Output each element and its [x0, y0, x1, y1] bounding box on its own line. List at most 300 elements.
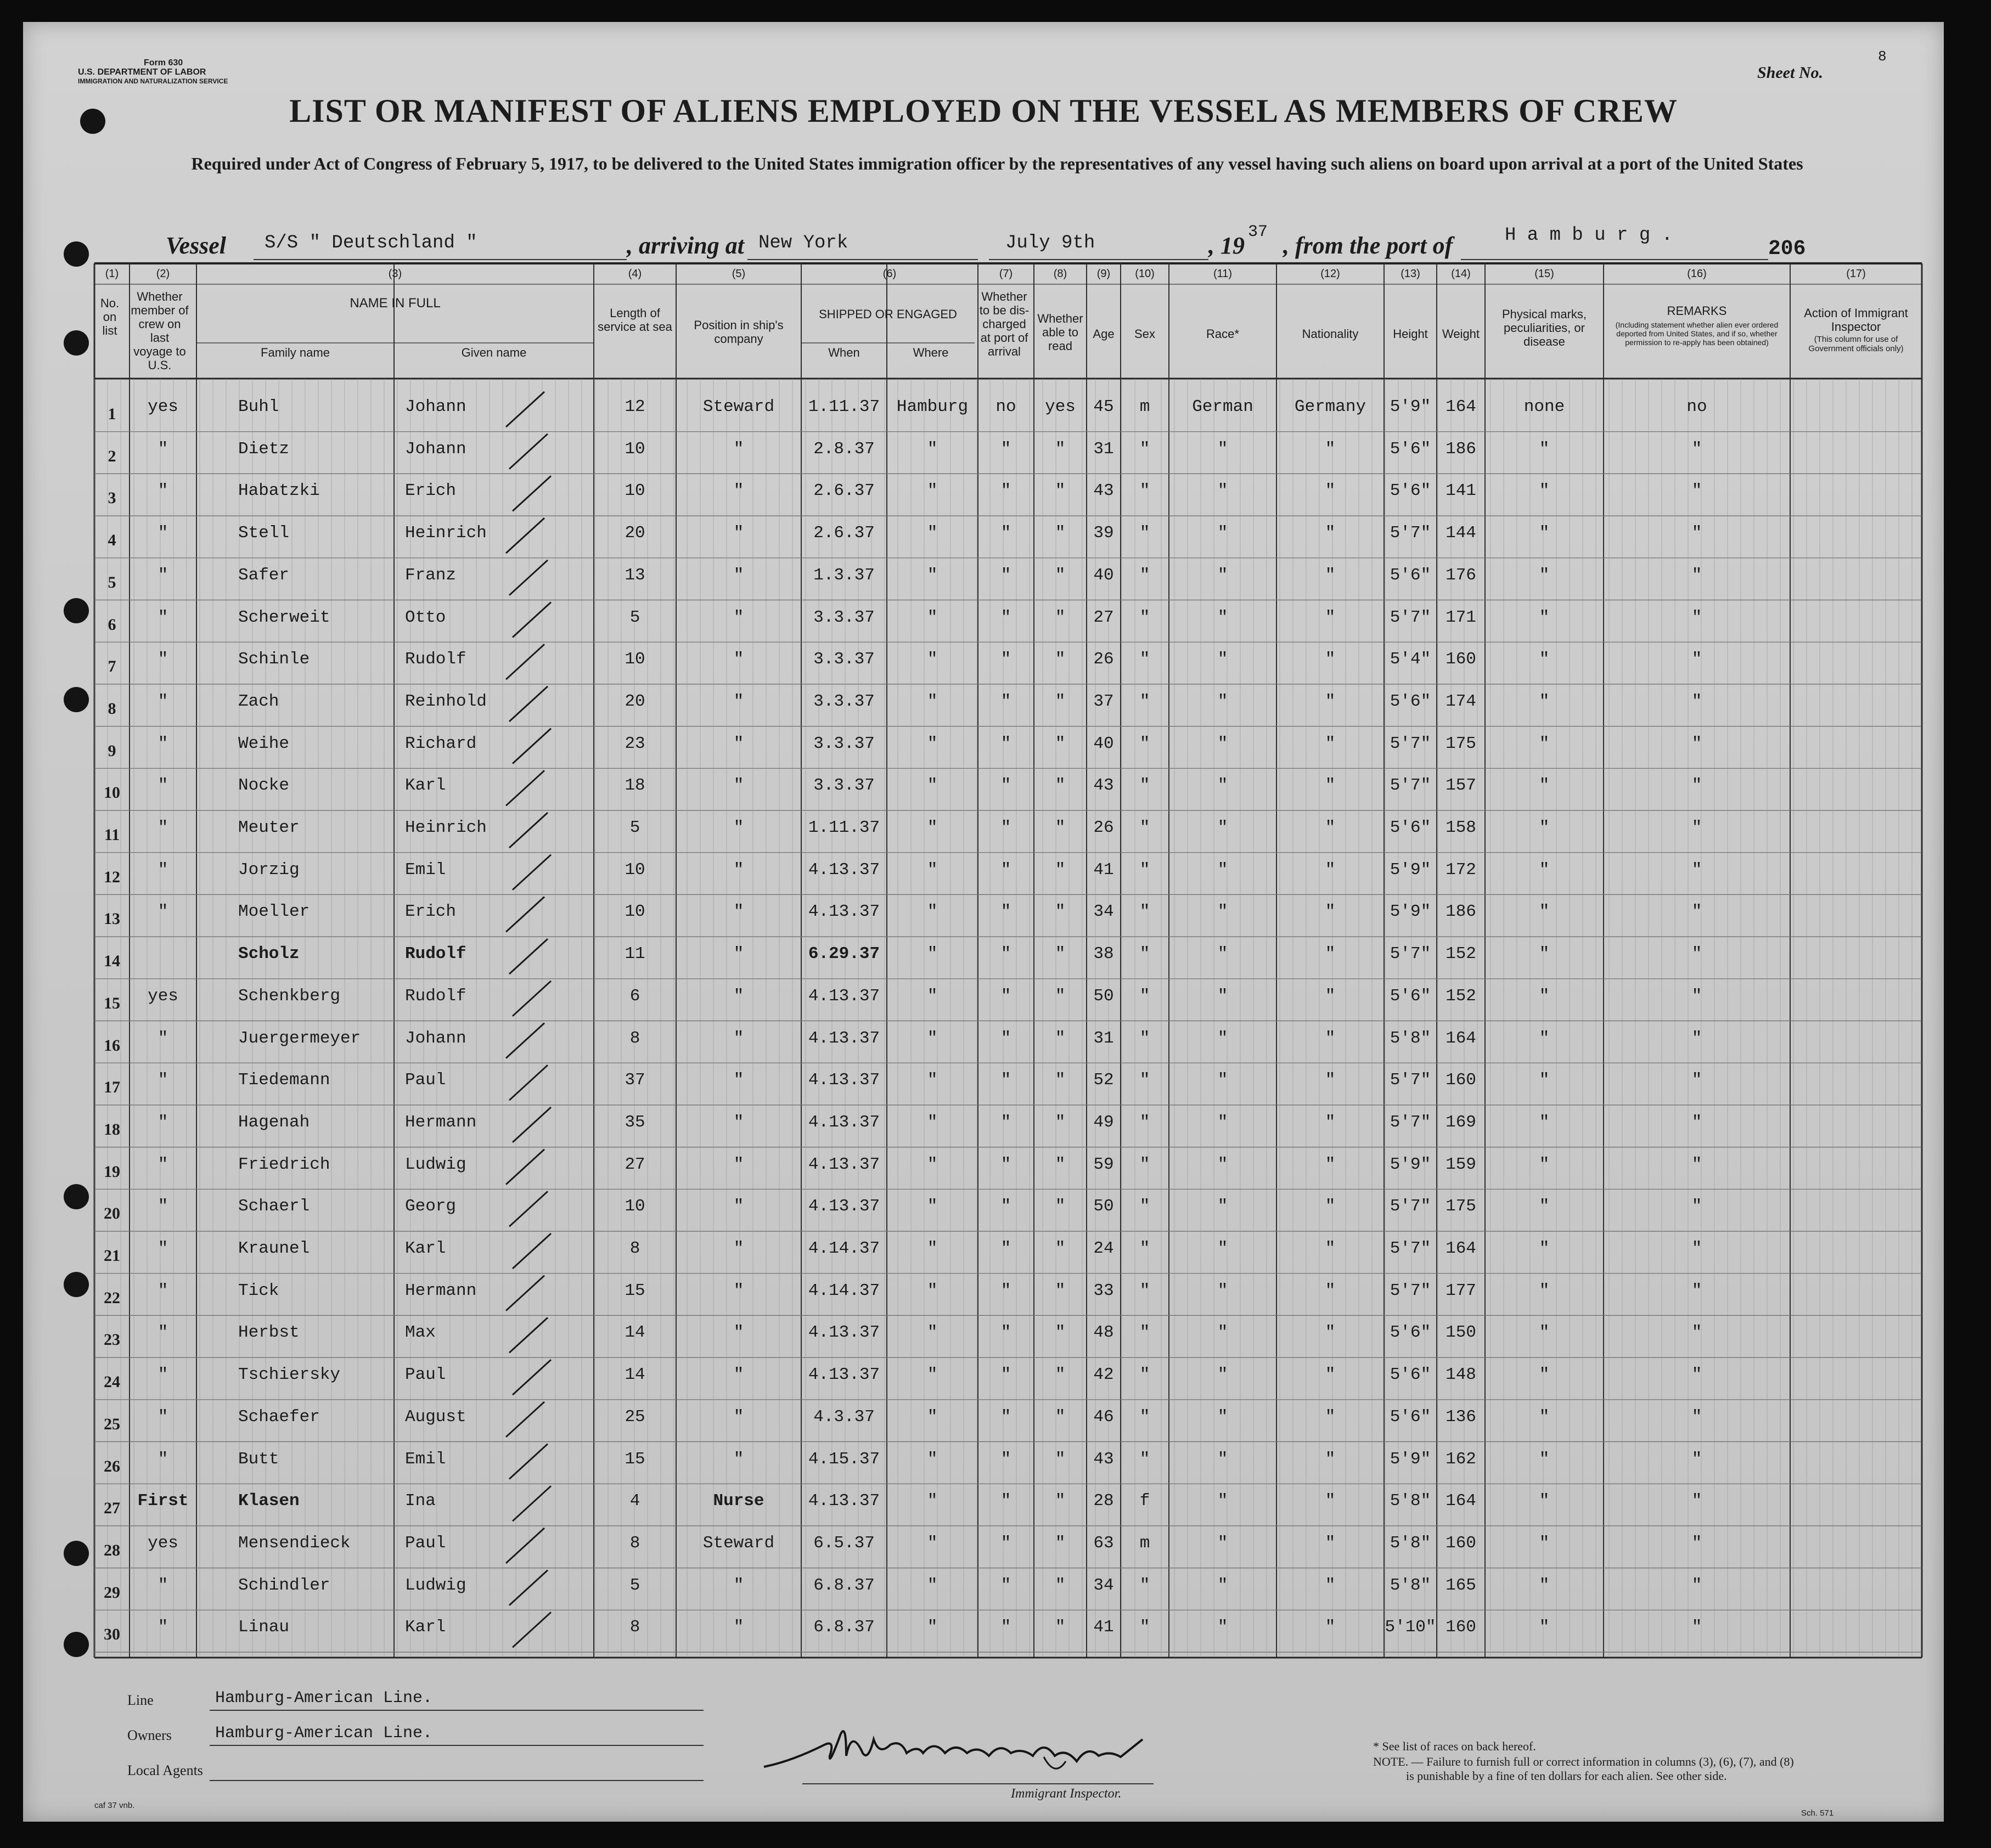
cell-height: 5'8"	[1390, 1028, 1431, 1048]
cell-weight: 160	[1446, 1533, 1476, 1553]
check-mark-icon	[506, 644, 544, 679]
cell-disch: "	[1000, 1028, 1011, 1048]
cell-no: 15	[104, 994, 120, 1012]
cell-disch: "	[1000, 1491, 1011, 1511]
cell-remarks: "	[1691, 1449, 1702, 1469]
page-subtitle: Required under Act of Congress of February 5, 1917, to be delivered to the United States immigration officer by the representatives of any vessel having such aliens on board upon arrival at a port of the United States	[191, 154, 1803, 173]
cell-age: 33	[1093, 1281, 1114, 1300]
cell-sex: "	[1139, 1071, 1150, 1090]
owners-label: Owners	[127, 1727, 172, 1743]
cell-length: 14	[625, 1323, 645, 1343]
cell-read: "	[1055, 523, 1066, 543]
cell-read: "	[1055, 902, 1066, 922]
cell-length: 25	[625, 1407, 645, 1427]
cell-race: German	[1192, 397, 1253, 416]
cell-marks: "	[1539, 1028, 1550, 1048]
cell-sex: f	[1139, 1491, 1150, 1511]
cell-position: Steward	[702, 1533, 775, 1553]
cell-weight: 164	[1446, 1239, 1476, 1258]
cell-nat: "	[1325, 523, 1336, 543]
cell-race: "	[1217, 1575, 1228, 1595]
cell-prev: "	[158, 1197, 168, 1216]
cell-position: "	[733, 818, 744, 837]
cell-family: Schindler	[238, 1575, 330, 1595]
cell-length: 8	[629, 1239, 640, 1258]
cell-weight: 150	[1446, 1323, 1476, 1343]
cell-read: "	[1055, 1407, 1066, 1427]
cell-length: 8	[629, 1028, 640, 1048]
cell-age: 27	[1093, 607, 1114, 627]
cell-when: 3.3.37	[813, 607, 875, 627]
cell-family: Tiedemann	[238, 1071, 330, 1090]
cell-race: "	[1217, 860, 1228, 880]
cell-remarks: "	[1691, 565, 1702, 585]
cell-no: 1	[108, 405, 116, 423]
cell-sex: m	[1139, 397, 1150, 416]
cell-sex: "	[1139, 523, 1150, 543]
header-age: Age	[1093, 327, 1115, 341]
cell-where: "	[927, 1323, 938, 1343]
check-mark-icon	[506, 1402, 544, 1437]
local-agents-label: Local Agents	[127, 1762, 203, 1778]
vessel-name: S/S " Deutschland "	[265, 233, 477, 253]
cell-no: 13	[104, 910, 120, 928]
column-number: (4)	[628, 268, 642, 280]
cell-race: "	[1217, 1112, 1228, 1132]
cell-position: "	[733, 1154, 744, 1174]
manifest-sheet	[23, 22, 1944, 1822]
cell-age: 41	[1093, 1618, 1114, 1637]
check-mark-icon	[506, 1150, 544, 1185]
cell-marks: "	[1539, 1239, 1550, 1258]
column-number: (15)	[1534, 268, 1554, 280]
schedule-number: Sch. 571	[1801, 1808, 1834, 1818]
cell-race: "	[1217, 1028, 1228, 1048]
cell-disch: "	[1000, 1281, 1011, 1300]
cell-height: 5'6"	[1390, 691, 1431, 711]
check-mark-icon	[513, 855, 551, 890]
cell-when: 4.13.37	[808, 1491, 880, 1511]
cell-no: 7	[108, 657, 116, 676]
cell-weight: 174	[1446, 691, 1476, 711]
cell-remarks: "	[1691, 481, 1702, 501]
cell-race: "	[1217, 818, 1228, 837]
cell-length: 15	[625, 1449, 645, 1469]
cell-when: 4.13.37	[808, 1323, 880, 1343]
check-marks	[23, 22, 1944, 1822]
cell-weight: 158	[1446, 818, 1476, 837]
cell-weight: 164	[1446, 1491, 1476, 1511]
cell-marks: "	[1539, 734, 1550, 753]
cell-weight: 175	[1446, 734, 1476, 753]
cell-sex: "	[1139, 1112, 1150, 1132]
cell-remarks: "	[1691, 1575, 1702, 1595]
cell-nat: "	[1325, 1323, 1336, 1343]
cell-no: 14	[104, 952, 120, 971]
cell-when: 2.6.37	[813, 481, 875, 501]
cell-race: "	[1217, 691, 1228, 711]
cell-given: Hermann	[405, 1112, 477, 1132]
cell-disch: "	[1000, 818, 1011, 837]
cell-height: 5'9"	[1390, 902, 1431, 922]
cell-nat: "	[1325, 1575, 1336, 1595]
cell-given: Johann	[405, 397, 466, 416]
cell-height: 5'6"	[1390, 1407, 1431, 1427]
cell-when: 6.5.37	[813, 1533, 875, 1553]
cell-weight: 160	[1446, 650, 1476, 669]
cell-no: 26	[104, 1457, 120, 1475]
column-number: (1)	[105, 268, 119, 280]
cell-disch: "	[1000, 986, 1011, 1006]
cell-length: 10	[625, 1197, 645, 1216]
cell-prev: "	[158, 1618, 168, 1637]
cell-prev: "	[158, 776, 168, 796]
cell-where: Hamburg	[896, 397, 969, 416]
check-mark-icon	[509, 939, 548, 974]
cell-height: 5'7"	[1390, 1112, 1431, 1132]
cell-disch: "	[1000, 1197, 1011, 1216]
cell-height: 5'6"	[1390, 1323, 1431, 1343]
cell-given: Ludwig	[405, 1575, 466, 1595]
footer	[23, 1679, 1944, 1822]
cell-marks: "	[1539, 1197, 1550, 1216]
cell-when: 6.8.37	[813, 1575, 875, 1595]
cell-prev: yes	[148, 397, 178, 416]
cell-height: 5'7"	[1390, 1071, 1431, 1090]
cell-given: Karl	[405, 1239, 446, 1258]
cell-read: "	[1055, 1239, 1066, 1258]
header-able-to-read: Whether able to read	[1037, 312, 1083, 353]
cell-given: Franz	[405, 565, 457, 585]
cell-marks: "	[1539, 1281, 1550, 1300]
cell-where: "	[927, 1071, 938, 1090]
cell-disch: no	[996, 397, 1016, 416]
cell-family: Friedrich	[238, 1154, 330, 1174]
cell-when: 4.13.37	[808, 986, 880, 1006]
cell-remarks: "	[1691, 1281, 1702, 1300]
cell-no: 4	[108, 531, 116, 550]
cell-nat: "	[1325, 776, 1336, 796]
cell-age: 43	[1093, 1449, 1114, 1469]
cell-nat: Germany	[1294, 397, 1366, 416]
cell-marks: "	[1539, 1618, 1550, 1637]
cell-length: 5	[629, 818, 640, 837]
cell-prev: "	[158, 1154, 168, 1174]
cell-age: 31	[1093, 439, 1114, 459]
cell-where: "	[927, 1239, 938, 1258]
check-mark-icon	[509, 1444, 548, 1479]
cell-length: 10	[625, 902, 645, 922]
cell-position: "	[733, 650, 744, 669]
cell-weight: 152	[1446, 944, 1476, 964]
column-number: (12)	[1320, 268, 1340, 280]
cell-nat: "	[1325, 1028, 1336, 1048]
cell-nat: "	[1325, 1071, 1336, 1090]
check-mark-icon	[509, 1317, 548, 1353]
cell-position: "	[733, 902, 744, 922]
cell-when: 4.14.37	[808, 1281, 880, 1300]
cell-disch: "	[1000, 1154, 1011, 1174]
cell-position: "	[733, 481, 744, 501]
cell-marks: "	[1539, 565, 1550, 585]
cell-marks: "	[1539, 1449, 1550, 1469]
cell-when: 1.3.37	[813, 565, 875, 585]
cell-disch: "	[1000, 481, 1011, 501]
cell-nat: "	[1325, 439, 1336, 459]
cell-length: 18	[625, 776, 645, 796]
cell-remarks: "	[1691, 1407, 1702, 1427]
cell-age: 26	[1093, 818, 1114, 837]
cell-when: 4.15.37	[808, 1449, 880, 1469]
cell-weight: 171	[1446, 607, 1476, 627]
cell-family: Hagenah	[238, 1112, 310, 1132]
header-discharged: Whether to be dis-charged at port of arrival	[979, 290, 1030, 358]
column-number: (10)	[1135, 268, 1155, 280]
cell-read: "	[1055, 776, 1066, 796]
cell-when: 4.13.37	[808, 1071, 880, 1090]
check-mark-icon	[513, 729, 551, 764]
cell-where: "	[927, 734, 938, 753]
note-line-2: is punishable by a fine of ten dollars for each alien. See other side.	[1406, 1769, 1727, 1783]
cell-nat: "	[1325, 1407, 1336, 1427]
cell-marks: "	[1539, 607, 1550, 627]
cell-prev: "	[158, 691, 168, 711]
cell-where: "	[927, 1618, 938, 1637]
cell-given: Erich	[405, 481, 457, 501]
races-note: * See list of races on back hereof.	[1373, 1739, 1536, 1753]
cell-no: 30	[104, 1625, 120, 1644]
cell-no: 24	[104, 1373, 120, 1391]
cell-remarks: "	[1691, 734, 1702, 753]
cell-weight: 160	[1446, 1618, 1476, 1637]
cell-age: 40	[1093, 734, 1114, 753]
cell-where: "	[927, 986, 938, 1006]
cell-when: 4.13.37	[808, 1154, 880, 1174]
cell-age: 26	[1093, 650, 1114, 669]
cell-given: Heinrich	[405, 523, 487, 543]
cell-disch: "	[1000, 650, 1011, 669]
cell-marks: "	[1539, 650, 1550, 669]
cell-length: 10	[625, 439, 645, 459]
cell-nat: "	[1325, 1618, 1336, 1637]
cell-height: 5'6"	[1390, 481, 1431, 501]
cell-height: 5'7"	[1390, 607, 1431, 627]
cell-length: 4	[629, 1491, 640, 1511]
cell-position: "	[733, 1197, 744, 1216]
column-number: (5)	[732, 268, 746, 280]
cell-marks: "	[1539, 986, 1550, 1006]
cell-given: Otto	[405, 607, 446, 627]
vessel-label: Vessel	[166, 232, 226, 259]
cell-disch: "	[1000, 691, 1011, 711]
cell-family: Buhl	[238, 397, 279, 416]
cell-when: 4.13.37	[808, 1112, 880, 1132]
signature-label: Immigrant Inspector.	[1011, 1787, 1122, 1801]
cell-age: 45	[1093, 397, 1114, 416]
cell-when: 3.3.37	[813, 776, 875, 796]
cell-read: "	[1055, 1575, 1066, 1595]
cell-disch: "	[1000, 1449, 1011, 1469]
cell-weight: 176	[1446, 565, 1476, 585]
cell-sex: "	[1139, 1028, 1150, 1048]
cell-where: "	[927, 1491, 938, 1511]
cell-prev: "	[158, 1575, 168, 1595]
cell-when: 3.3.37	[813, 734, 875, 753]
header-inspector-note: (This column for use of Government officials only)	[1808, 335, 1904, 353]
cell-read: "	[1055, 1028, 1066, 1048]
cell-prev: "	[158, 818, 168, 837]
check-mark-icon	[509, 434, 548, 469]
cell-where: "	[927, 565, 938, 585]
cell-no: 23	[104, 1331, 120, 1349]
cell-height: 5'6"	[1390, 986, 1431, 1006]
cell-prev: "	[158, 607, 168, 627]
cell-length: 37	[625, 1071, 645, 1090]
cell-remarks: "	[1691, 1618, 1702, 1637]
check-mark-icon	[513, 1486, 551, 1521]
cell-length: 14	[625, 1365, 645, 1385]
cell-nat: "	[1325, 1197, 1336, 1216]
cell-marks: "	[1539, 691, 1550, 711]
arrival-port: New York	[758, 233, 848, 253]
cell-where: "	[927, 1197, 938, 1216]
cell-weight: 177	[1446, 1281, 1476, 1300]
cell-remarks: "	[1691, 1028, 1702, 1048]
check-mark-icon	[509, 1065, 548, 1100]
cell-no: 12	[104, 867, 120, 886]
column-number: (16)	[1687, 268, 1707, 280]
cell-read: "	[1055, 691, 1066, 711]
cell-given: Hermann	[405, 1281, 477, 1300]
cell-prev: "	[158, 1239, 168, 1258]
cell-sex: "	[1139, 986, 1150, 1006]
cell-given: Ina	[405, 1491, 436, 1511]
cell-family: Jorzig	[238, 860, 300, 880]
cell-race: "	[1217, 944, 1228, 964]
cell-age: 24	[1093, 1239, 1114, 1258]
cell-family: Dietz	[238, 439, 290, 459]
cell-disch: "	[1000, 1533, 1011, 1553]
cell-when: 3.3.37	[813, 650, 875, 669]
cell-disch: "	[1000, 1365, 1011, 1385]
cell-prev: yes	[148, 1533, 178, 1553]
cell-given: Emil	[405, 1449, 446, 1469]
cell-weight: 164	[1446, 1028, 1476, 1048]
cell-length: 20	[625, 691, 645, 711]
cell-no: 19	[104, 1162, 120, 1181]
cell-no: 5	[108, 573, 116, 591]
owners-value: Hamburg-American Line.	[215, 1724, 433, 1743]
cell-remarks: "	[1691, 1112, 1702, 1132]
cell-race: "	[1217, 1281, 1228, 1300]
cell-age: 46	[1093, 1407, 1114, 1427]
cell-read: "	[1055, 607, 1066, 627]
cell-position: "	[733, 1239, 744, 1258]
column-number: (9)	[1096, 268, 1111, 280]
cell-position: "	[733, 1575, 744, 1595]
cell-nat: "	[1325, 1365, 1336, 1385]
cell-position: "	[733, 691, 744, 711]
cell-remarks: "	[1691, 986, 1702, 1006]
cell-weight: 164	[1446, 397, 1476, 416]
cell-age: 28	[1093, 1491, 1114, 1511]
cell-position: "	[733, 1028, 744, 1048]
cell-no: 20	[104, 1204, 120, 1223]
cell-height: 5'8"	[1390, 1533, 1431, 1553]
cell-weight: 162	[1446, 1449, 1476, 1469]
cell-where: "	[927, 1154, 938, 1174]
cell-family: Kraunel	[238, 1239, 310, 1258]
cell-nat: "	[1325, 944, 1336, 964]
cell-read: "	[1055, 1618, 1066, 1637]
cell-race: "	[1217, 1197, 1228, 1216]
cell-given: Reinhold	[405, 691, 487, 711]
cell-race: "	[1217, 1323, 1228, 1343]
cell-where: "	[927, 1533, 938, 1553]
cell-given: Johann	[405, 439, 466, 459]
service-name: IMMIGRATION AND NATURALIZATION SERVICE	[78, 77, 228, 85]
cell-disch: "	[1000, 776, 1011, 796]
column-number: (14)	[1451, 268, 1471, 280]
cell-age: 37	[1093, 691, 1114, 711]
header-no-on-list: No. on list	[100, 296, 120, 337]
cell-remarks: "	[1691, 1154, 1702, 1174]
cell-read: "	[1055, 439, 1066, 459]
cell-family: Scholz	[238, 944, 300, 964]
cell-age: 49	[1093, 1112, 1114, 1132]
cell-where: "	[927, 523, 938, 543]
cell-read: "	[1055, 1112, 1066, 1132]
cell-sex: "	[1139, 776, 1150, 796]
cell-weight: 172	[1446, 860, 1476, 880]
check-mark-icon	[513, 1107, 551, 1142]
cell-length: 23	[625, 734, 645, 753]
cell-no: 22	[104, 1288, 120, 1307]
inspector-signature	[758, 1723, 1176, 1783]
cell-when: 6.8.37	[813, 1618, 875, 1637]
line-value: Hamburg-American Line.	[215, 1689, 433, 1708]
cell-when: 4.13.37	[808, 860, 880, 880]
cell-family: Zach	[238, 691, 279, 711]
cell-family: Schaefer	[238, 1407, 320, 1427]
column-number: (8)	[1053, 268, 1067, 280]
cell-where: "	[927, 650, 938, 669]
cell-height: 5'9"	[1390, 1154, 1431, 1174]
cell-nat: "	[1325, 1533, 1336, 1553]
cell-race: "	[1217, 1449, 1228, 1469]
cell-remarks: "	[1691, 1323, 1702, 1343]
line-label: Line	[127, 1692, 154, 1708]
cell-age: 50	[1093, 1197, 1114, 1216]
cell-family: Tschiersky	[238, 1365, 341, 1385]
cell-sex: "	[1139, 1618, 1150, 1637]
cell-remarks: "	[1691, 1533, 1702, 1553]
cell-race: "	[1217, 565, 1228, 585]
cell-disch: "	[1000, 902, 1011, 922]
arriving-label: , arriving at	[627, 232, 744, 259]
cell-read: "	[1055, 1154, 1066, 1174]
cell-sex: "	[1139, 1449, 1150, 1469]
cell-marks: "	[1539, 1154, 1550, 1174]
cell-where: "	[927, 1407, 938, 1427]
cell-prev: "	[158, 439, 168, 459]
cell-read: "	[1055, 650, 1066, 669]
cell-disch: "	[1000, 523, 1011, 543]
cell-when: 4.14.37	[808, 1239, 880, 1258]
cell-no: 17	[104, 1078, 120, 1097]
header-when: When	[828, 346, 860, 359]
cell-disch: "	[1000, 565, 1011, 585]
